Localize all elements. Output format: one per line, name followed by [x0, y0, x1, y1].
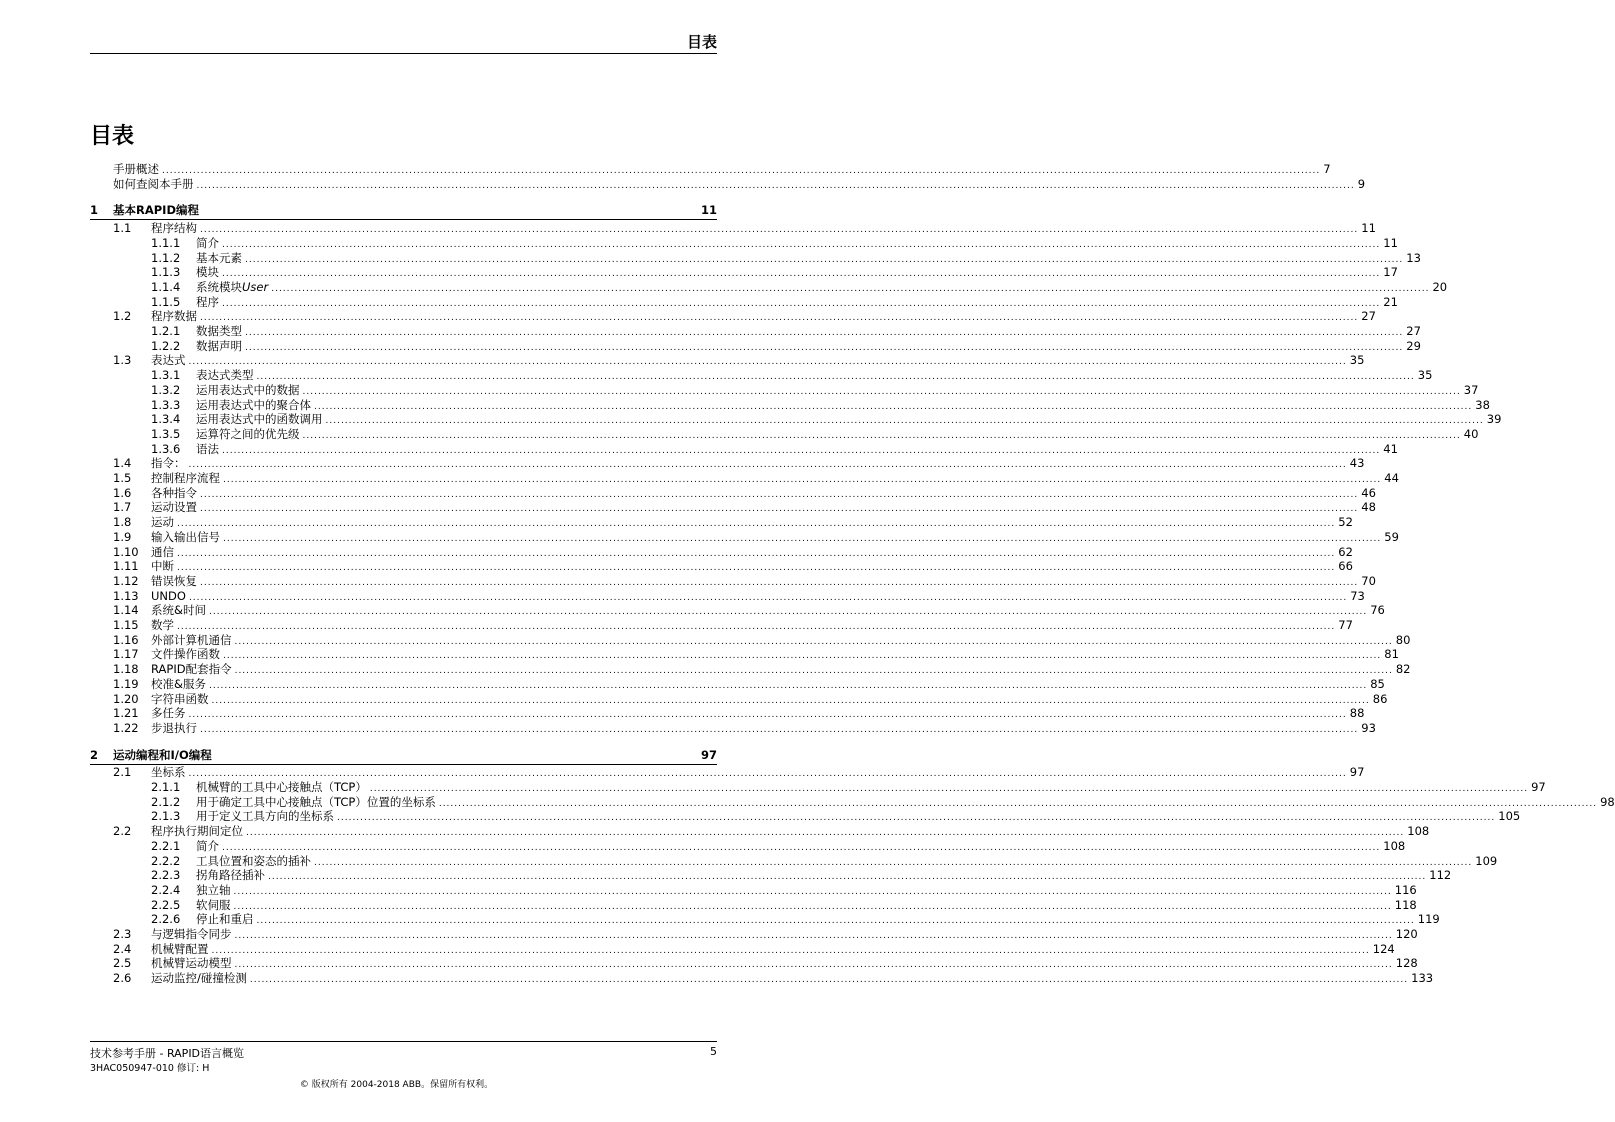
toc-entry-label: 程序数据 — [151, 309, 197, 324]
toc-leader-dots: ............................................................................................................................................................................................................................................................................................................ — [245, 254, 1404, 265]
toc-entry-label: 运动设置 — [151, 500, 197, 515]
toc-entry-label: 各种指令 — [151, 485, 197, 500]
toc-entry[interactable] — [0, 838, 1406, 854]
toc-leader-dots: ............................................................................................................................................................................................................................................................................................................ — [188, 710, 1347, 721]
toc-entry-page: 11 — [1383, 235, 1398, 250]
toc-entry-label: 错误恢复 — [151, 573, 197, 588]
toc-entry[interactable] — [0, 927, 1418, 942]
toc-leader-dots: ............................................................................................................................................................................................................................................................................................................ — [200, 313, 1359, 324]
header-divider — [90, 53, 717, 54]
toc-entry-label: 数学 — [151, 618, 174, 632]
toc-leader-dots: ............................................................................................................................................................................................................................................................................................................ — [211, 945, 1370, 956]
toc-leader-dots: ............................................................................................................................................................................................................................................................................................................ — [188, 460, 1347, 471]
toc-leader-dots: ............................................................................................................................................................................................................................................................................................................ — [223, 651, 1382, 662]
toc-entry-page: 11 — [1361, 221, 1376, 236]
toc-entry-page: 86 — [1372, 691, 1388, 706]
toc-entry-label: 运用表达式中的函数调用 — [196, 412, 323, 427]
toc-leader-dots: ............................................................................................................................................................................................................................................................................................................ — [233, 901, 1392, 912]
toc-entry-page: 41 — [1383, 441, 1398, 456]
toc-entry-page: 52 — [1338, 515, 1353, 530]
toc-entry-number: 1.2.2 — [151, 338, 181, 353]
toc-entry-page: 17 — [1383, 265, 1398, 280]
toc-entry-label: 数据声明 — [196, 338, 242, 353]
toc-entry-label: 程序执行期间定位 — [151, 824, 243, 839]
toc-entry-page: 40 — [1463, 426, 1479, 441]
toc-entry-number: 1.6 — [113, 485, 132, 500]
toc-entry[interactable] — [0, 397, 1490, 413]
toc-entry[interactable] — [0, 573, 1376, 589]
toc-entry-number: 1.10 — [113, 544, 139, 559]
toc-entry[interactable] — [0, 897, 1417, 913]
toc-entry-label: 通信 — [151, 544, 174, 559]
toc-entry[interactable] — [0, 309, 1376, 324]
toc-entry-page: 62 — [1338, 544, 1353, 559]
toc-entry[interactable] — [0, 382, 1479, 398]
toc-entry-number: 1.3.5 — [151, 426, 181, 441]
toc-entry-label: 运算符之间的优先级 — [196, 426, 300, 441]
toc-entry-label: 手册概述 — [113, 162, 159, 176]
toc-leader-dots: ............................................................................................................................................................................................................................................................................................................ — [223, 475, 1382, 485]
toc-chapter[interactable] — [0, 748, 793, 763]
toc-entry-number: 1.3.4 — [151, 412, 181, 427]
toc-entry-number: 1.12 — [113, 573, 139, 588]
toc-entry[interactable] — [0, 794, 1615, 810]
toc-entry-page: 97 — [700, 747, 717, 762]
toc-entry-page: 112 — [1429, 868, 1452, 883]
toc-entry[interactable] — [0, 544, 1353, 560]
toc-entry-label: 程序结构 — [151, 221, 197, 236]
toc-entry[interactable] — [0, 780, 1546, 795]
toc-entry-number: 2.1.3 — [151, 809, 181, 824]
toc-entry-number: 1.1.4 — [151, 279, 181, 294]
toc-entry-page: 108 — [1383, 838, 1406, 853]
toc-entry-label: 校准&服务 — [151, 676, 206, 691]
toc-entry-number: 1.2.1 — [151, 324, 181, 338]
toc-entry-page: 128 — [1395, 956, 1418, 971]
toc-entry[interactable] — [0, 647, 1399, 662]
toc-leader-dots: ............................................................................................................................................................................................................................................................................................................ — [234, 666, 1393, 677]
toc-entry[interactable] — [0, 485, 1376, 501]
toc-entry-page: 70 — [1361, 573, 1376, 588]
footer-manual-title: 技术参考手册 - RAPID语言概览 — [90, 1047, 245, 1060]
toc-entry-page: 38 — [1475, 397, 1490, 412]
toc-leader-dots: ............................................................................................................................................................................................................................................................................................................ — [177, 519, 1336, 530]
toc-entry-label: 模块 — [196, 265, 219, 280]
toc-entry[interactable] — [0, 853, 1498, 869]
copyright-notice: © 版权所有 2004-2018 ABB。保留所有权利。 — [299, 1080, 494, 1090]
toc-entry-page: 76 — [1370, 603, 1385, 618]
toc-entry-page: 27 — [1361, 309, 1376, 324]
toc-entry[interactable] — [0, 912, 1440, 927]
toc-entry-page: 39 — [1486, 412, 1502, 427]
toc-entry-page: 81 — [1384, 647, 1399, 662]
toc-entry[interactable] — [0, 765, 1365, 780]
toc-leader-dots: ............................................................................................................................................................................................................................................................................................................ — [177, 563, 1336, 574]
toc-leader-dots: ............................................................................................................................................................................................................................................................................................................ — [188, 592, 1348, 603]
toc-entry[interactable] — [0, 941, 1395, 957]
toc-leader-dots: ............................................................................................................................................................................................................................................................................................................ — [208, 680, 1368, 691]
toc-entry-number: 1.3.2 — [151, 382, 181, 397]
toc-leader-dots: ............................................................................................................................................................................................................................................................................................................ — [245, 328, 1404, 338]
toc-entry-label: 运用表达式中的数据 — [196, 382, 300, 397]
toc-leader-dots: ............................................................................................................................................................................................................................................................................................................ — [249, 975, 1409, 986]
toc-entry-number: 1.19 — [113, 676, 139, 691]
toc-entry-page: 85 — [1370, 676, 1385, 691]
toc-entry-label: 软伺服 — [196, 897, 231, 912]
toc-entry-page: 11 — [700, 203, 717, 218]
toc-entry-number: 1.3 — [113, 353, 132, 368]
toc-entry-label: 语法 — [196, 441, 219, 456]
toc-entry-label: 多任务 — [151, 706, 186, 721]
toc-leader-dots: ............................................................................................................................................................................................................................................................................................................ — [256, 372, 1415, 383]
toc-entry-label: 停止和重启 — [196, 912, 254, 927]
toc-entry-label-italic: User — [242, 279, 269, 294]
toc-entry-label: 独立轴 — [196, 882, 231, 897]
toc-entry-number: 1.4 — [113, 456, 132, 471]
toc-entry-page: 73 — [1350, 588, 1365, 603]
toc-entry[interactable] — [0, 221, 1376, 236]
toc-entry-page: 108 — [1407, 824, 1430, 839]
toc-entry-label: 文件操作函数 — [151, 647, 220, 662]
toc-entry-label: 表达式类型 — [196, 368, 254, 383]
toc-entry-label: 用于确定工具中心接触点（TCP）位置的坐标系 — [196, 794, 436, 809]
toc-entry-number: 1.1.5 — [151, 294, 181, 309]
toc-entry-label: 运动监控/碰撞检测 — [151, 971, 247, 986]
toc-entry-page: 120 — [1395, 927, 1418, 941]
toc-leader-dots: ............................................................................................................................................................................................................................................................................................................ — [177, 548, 1336, 559]
toc-entry[interactable] — [0, 338, 1421, 354]
toc-chapter[interactable] — [0, 203, 793, 218]
toc-leader-dots: ............................................................................................................................................................................................................................................................................................................ — [162, 166, 1321, 176]
toc-entry-page: 133 — [1411, 971, 1434, 986]
toc-entry-number: 2 — [90, 747, 99, 762]
toc-entry-label: 步退执行 — [151, 720, 197, 735]
toc-entry-label: 字符串函数 — [151, 691, 209, 706]
toc-entry-number: 2.6 — [113, 971, 132, 986]
toc-entry-page: 80 — [1395, 632, 1411, 647]
toc-entry-number: 2.3 — [113, 927, 132, 941]
toc-entry[interactable] — [0, 235, 1398, 251]
toc-entry-number: 1.16 — [113, 632, 139, 647]
toc-leader-dots: ............................................................................................................................................................................................................................................................................................................ — [302, 386, 1461, 397]
toc-entry[interactable] — [0, 441, 1398, 457]
toc-entry-number: 2.2.1 — [151, 838, 181, 853]
toc-entry-number: 2.2.2 — [151, 853, 181, 868]
toc-entry-label: 中断 — [151, 559, 174, 574]
toc-entry[interactable] — [0, 412, 1502, 427]
toc-entry-number: 1.22 — [113, 720, 139, 735]
toc-entry-page: 44 — [1384, 471, 1399, 485]
toc-entry-number: 1.21 — [113, 706, 139, 721]
toc-entry[interactable] — [0, 971, 1434, 986]
toc-entry-label: 简介 — [196, 235, 219, 250]
toc-leader-dots: ............................................................................................................................................................................................................................................................................................................ — [234, 960, 1393, 971]
toc-entry-page: 118 — [1394, 897, 1417, 912]
toc-entry-label: 用于定义工具方向的坐标系 — [196, 809, 334, 824]
toc-entry[interactable] — [0, 824, 1430, 839]
toc-entry-number: 2.2.5 — [151, 897, 181, 912]
toc-entry[interactable] — [0, 368, 1433, 383]
footer-divider — [90, 1041, 717, 1042]
toc-entry-label: 基本元素 — [196, 250, 242, 265]
toc-leader-dots: ............................................................................................................................................................................................................................................................................................................ — [222, 445, 1381, 456]
toc-entry[interactable] — [0, 618, 1353, 633]
toc-entry-page: 119 — [1417, 912, 1440, 927]
toc-entry[interactable] — [0, 279, 1448, 295]
toc-entry[interactable] — [0, 529, 1399, 545]
toc-entry-page: 97 — [1531, 780, 1546, 794]
toc-entry-page: 13 — [1406, 250, 1421, 265]
toc-entry-page: 124 — [1372, 941, 1395, 956]
toc-entry-label: 坐标系 — [151, 765, 186, 780]
toc-entry-page: 82 — [1395, 662, 1411, 677]
toc-entry-page: 20 — [1432, 279, 1448, 294]
toc-leader-dots: ............................................................................................................................................................................................................................................................................................................ — [196, 180, 1355, 191]
toc-leader-dots: ............................................................................................................................................................................................................................................................................................................ — [200, 225, 1359, 236]
toc-entry-number: 1.20 — [113, 691, 139, 706]
toc-entry-page: 98 — [1600, 794, 1615, 809]
toc-entry-number: 1.17 — [113, 647, 139, 662]
toc-leader-dots: ............................................................................................................................................................................................................................................................................................................ — [188, 769, 1347, 780]
toc-entry-label: 数据类型 — [196, 324, 242, 338]
toc-entry-number: 2.1.2 — [151, 794, 181, 809]
toc-entry-page: 7 — [1323, 162, 1331, 176]
toc-entry-page: 88 — [1349, 706, 1365, 721]
toc-leader-dots: ............................................................................................................................................................................................................................................................................................................ — [234, 931, 1393, 941]
toc-leader-dots: ............................................................................................................................................................................................................................................................................................................ — [200, 724, 1359, 735]
toc-leader-dots: ............................................................................................................................................................................................................................................................................................................ — [302, 430, 1461, 441]
toc-entry-number: 1.3.3 — [151, 397, 181, 412]
toc-leader-dots: ............................................................................................................................................................................................................................................................................................................ — [233, 886, 1392, 897]
toc-leader-dots: ............................................................................................................................................................................................................................................................................................................ — [234, 636, 1393, 647]
toc-leader-dots: ............................................................................................................................................................................................................................................................................................................ — [314, 401, 1473, 412]
toc-entry[interactable] — [0, 676, 1385, 692]
toc-entry-page: 21 — [1383, 294, 1398, 309]
toc-entry-number: 2.2 — [113, 824, 132, 839]
toc-entry-label: 拐角路径插补 — [196, 868, 265, 883]
toc-entry-label: 控制程序流程 — [151, 471, 220, 485]
header-title: 目表 — [686, 33, 717, 51]
toc-entry[interactable] — [0, 706, 1365, 721]
toc-entry[interactable] — [0, 324, 1421, 339]
toc-entry-page: 109 — [1475, 853, 1498, 868]
toc-entry-page: 35 — [1417, 368, 1433, 383]
toc-entry-page: 105 — [1498, 809, 1521, 824]
toc-entry-page: 77 — [1338, 618, 1353, 632]
toc-entry-label: 输入输出信号 — [151, 529, 220, 544]
toc-entry[interactable] — [0, 588, 1365, 604]
toc-entry-number: 1.18 — [113, 662, 139, 677]
toc-entry[interactable] — [0, 294, 1398, 310]
toc-entry-label: 运动 — [151, 515, 174, 530]
toc-leader-dots: ............................................................................................................................................................................................................................................................................................................ — [177, 622, 1336, 632]
toc-entry[interactable] — [0, 632, 1411, 648]
toc-entry-number: 1.1.2 — [151, 250, 181, 265]
toc-entry-number: 2.4 — [113, 941, 132, 956]
toc-entry-label: 机械臂运动模型 — [151, 956, 232, 971]
toc-entry[interactable] — [0, 250, 1421, 266]
toc-leader-dots: ............................................................................................................................................................................................................................................................................................................ — [314, 857, 1473, 868]
toc-entry[interactable] — [0, 265, 1398, 280]
toc-entry-label: UNDO — [151, 588, 186, 603]
toc-entry-page: 29 — [1406, 338, 1421, 353]
toc-entry-number: 1.3.6 — [151, 441, 181, 456]
toc-entry-page: 93 — [1361, 720, 1376, 735]
toc-entry-label: 机械臂配置 — [151, 941, 209, 956]
toc-entry-number: 1.8 — [113, 515, 132, 530]
toc-entry[interactable] — [0, 500, 1376, 515]
toc-entry-number: 1.5 — [113, 471, 132, 485]
toc-entry-page: 66 — [1338, 559, 1353, 574]
toc-entry[interactable] — [0, 456, 1365, 471]
toc-entry-number: 1.1 — [113, 221, 132, 236]
toc-entry-label: 运动编程和I/O编程 — [113, 747, 212, 762]
toc-entry-number: 2.2.4 — [151, 882, 181, 897]
toc-leader-dots: ............................................................................................................................................................................................................................................................................................................ — [222, 842, 1381, 853]
toc-entry-number: 1.1.1 — [151, 235, 181, 250]
toc-leader-dots: ............................................................................................................................................................................................................................................................................................................ — [325, 416, 1484, 427]
toc-leader-dots: ............................................................................................................................................................................................................................................................................................................ — [188, 357, 1347, 368]
toc-entry-label: 简介 — [196, 838, 219, 853]
toc-entry-number: 1.11 — [113, 559, 139, 574]
toc-entry[interactable] — [0, 559, 1353, 574]
toc-entry-label: 外部计算机通信 — [151, 632, 232, 647]
toc-entry-page: 116 — [1394, 882, 1417, 897]
toc-entry-label: RAPID配套指令 — [151, 662, 232, 677]
toc-entry-label: 表达式 — [151, 353, 186, 368]
toc-entry-label: 系统&时间 — [151, 603, 206, 618]
toc-entry[interactable] — [0, 662, 1411, 677]
toc-leader-dots: ............................................................................................................................................................................................................................................................................................................ — [256, 916, 1415, 927]
toc-leader-dots: ............................................................................................................................................................................................................................................................................................................ — [438, 798, 1598, 809]
page-title: 目表 — [90, 124, 135, 149]
toc-entry[interactable] — [0, 720, 1376, 736]
toc-entry-label: 系统模块User — [196, 279, 269, 294]
toc-entry-number: 2.2.3 — [151, 868, 181, 883]
toc-leader-dots: ............................................................................................................................................................................................................................................................................................................ — [208, 607, 1368, 618]
toc-entry-label: 如何查阅本手册 — [113, 176, 194, 191]
toc-leader-dots: ............................................................................................................................................................................................................................................................................................................ — [222, 269, 1381, 280]
toc-entry[interactable] — [0, 471, 1399, 486]
toc-entry-label: 工具位置和姿态的插补 — [196, 853, 311, 868]
toc-entry-number: 1.13 — [113, 588, 139, 603]
toc-entry-page: 43 — [1349, 456, 1365, 471]
toc-entry[interactable] — [0, 515, 1353, 530]
footer-doc-id: 3HAC050947-010 修订: H — [90, 1063, 210, 1074]
toc-entry-number: 1.14 — [113, 603, 139, 618]
toc-entry[interactable] — [0, 162, 1331, 177]
toc-entry-page: 27 — [1406, 324, 1421, 338]
toc-entry-label: 运用表达式中的聚合体 — [196, 397, 311, 412]
toc-leader-dots: ............................................................................................................................................................................................................................................................................................................ — [271, 283, 1430, 294]
toc-leader-dots: ............................................................................................................................................................................................................................................................................................................ — [200, 489, 1359, 500]
toc-entry-label: 程序 — [196, 294, 219, 309]
toc-entry-number: 1.1.3 — [151, 265, 181, 280]
toc-entry-number: 1.3.1 — [151, 368, 181, 383]
toc-entry-number: 2.1 — [113, 765, 132, 780]
toc-entry-page: 9 — [1357, 176, 1366, 191]
toc-entry-page: 37 — [1463, 382, 1479, 397]
toc-entry-page: 97 — [1349, 765, 1365, 780]
footer-page-number: 5 — [710, 1045, 717, 1058]
toc-entry-number: 1.9 — [113, 529, 132, 544]
toc-entry-number: 1.7 — [113, 500, 132, 515]
toc-leader-dots: ............................................................................................................................................................................................................................................................................................................ — [222, 239, 1381, 250]
toc-entry-number: 1.2 — [113, 309, 132, 324]
toc-entry-page: 35 — [1349, 353, 1365, 368]
toc-entry-number: 2.2.6 — [151, 912, 181, 927]
toc-leader-dots: ............................................................................................................................................................................................................................................................................................................ — [246, 828, 1405, 839]
toc-leader-dots: ............................................................................................................................................................................................................................................................................................................ — [369, 784, 1529, 794]
toc-entry-label: 基本RAPID编程 — [113, 203, 200, 218]
toc-entry[interactable] — [0, 809, 1521, 824]
toc-entry-number: 1.15 — [113, 618, 139, 632]
toc-leader-dots: ............................................................................................................................................................................................................................................................................................................ — [268, 872, 1427, 883]
toc-entry-page: 48 — [1361, 500, 1376, 515]
toc-entry[interactable] — [0, 176, 1366, 192]
toc-leader-dots: ............................................................................................................................................................................................................................................................................................................ — [200, 504, 1359, 515]
toc-leader-dots: ............................................................................................................................................................................................................................................................................................................ — [245, 342, 1404, 353]
toc-entry-number: 2.1.1 — [151, 780, 181, 794]
toc-leader-dots: ............................................................................................................................................................................................................................................................................................................ — [337, 813, 1496, 824]
toc-entry-number: 1 — [90, 203, 99, 218]
toc-leader-dots: ............................................................................................................................................................................................................................................................................................................ — [211, 695, 1370, 706]
toc-entry[interactable] — [0, 426, 1479, 442]
toc-entry-page: 46 — [1361, 485, 1376, 500]
toc-entry-label: 机械臂的工具中心接触点（TCP） — [196, 780, 367, 794]
toc-entry-page: 59 — [1384, 529, 1399, 544]
toc-leader-dots: ............................................................................................................................................................................................................................................................................................................ — [222, 298, 1381, 309]
toc-leader-dots: ............................................................................................................................................................................................................................................................................................................ — [200, 577, 1359, 588]
toc-entry[interactable] — [0, 956, 1418, 971]
toc-leader-dots: ............................................................................................................................................................................................................................................................................................................ — [223, 533, 1382, 544]
toc-entry[interactable] — [0, 868, 1452, 883]
toc-entry-label: 与逻辑指令同步 — [151, 927, 232, 941]
toc-entry[interactable] — [0, 691, 1388, 707]
toc-entry-number: 2.5 — [113, 956, 132, 971]
toc-entry[interactable] — [0, 882, 1417, 898]
toc-entry-label: 指令： — [151, 456, 186, 471]
toc-entry[interactable] — [0, 603, 1385, 618]
toc-entry[interactable] — [0, 353, 1365, 368]
